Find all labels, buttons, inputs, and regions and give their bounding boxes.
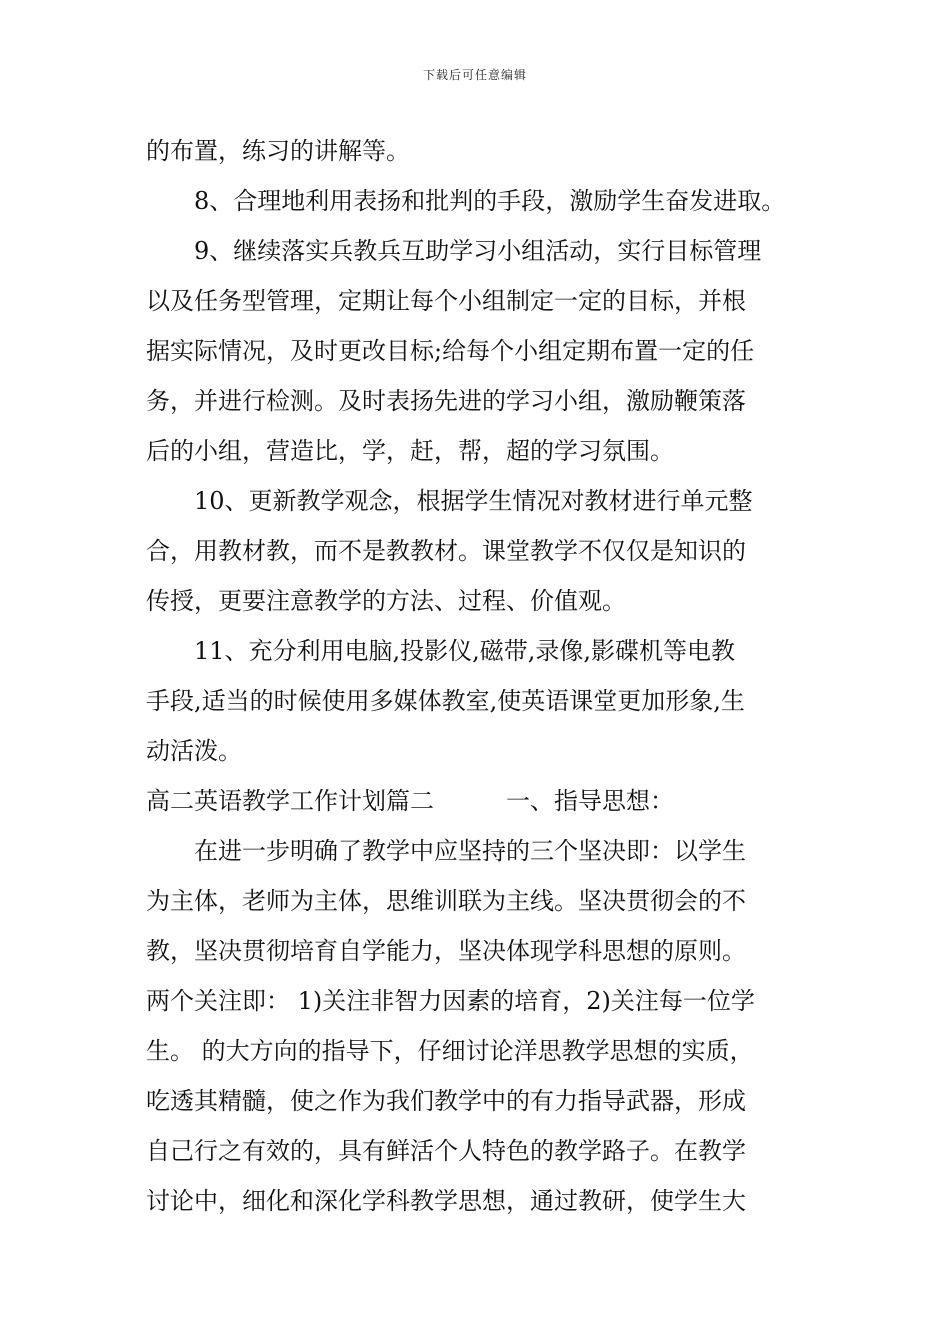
body-line: 为主体，老师为主体，思维训联为主线。坚决贯彻会的不 xyxy=(146,887,746,915)
section-heading: 一、指导思想： xyxy=(506,787,674,815)
body-line: 动活泼。 xyxy=(146,737,242,765)
body-line: 合，用教材教，而不是教教材。课堂教学不仅仅是知识的 xyxy=(146,537,746,565)
body-line: 务，并进行检测。及时表扬先进的学习小组，激励鞭策落 xyxy=(146,387,746,415)
body-line: 8、合理地利用表扬和批判的手段，激励学生奋发进取。 xyxy=(194,187,786,215)
body-line: 两个关注即： 1)关注非智力因素的培育，2)关注每一位学 xyxy=(146,987,755,1015)
page-header-note: 下载后可任意编辑 xyxy=(422,68,527,82)
body-line: 的布置，练习的讲解等。 xyxy=(146,137,410,165)
body-line: 11、充分利用电脑,投影仪,磁带,录像,影碟机等电教 xyxy=(194,637,736,665)
document-body xyxy=(146,126,810,1226)
body-line: 在进一步明确了教学中应坚持的三个坚决即：以学生 xyxy=(194,837,746,865)
body-line: 教，坚决贯彻培育自学能力，坚决体现学科思想的原则。 xyxy=(146,937,746,965)
body-line: 生。 的大方向的指导下，仔细讨论洋思教学思想的实质， xyxy=(146,1037,754,1065)
body-line: 自己行之有效的，具有鲜活个人特色的教学路子。在教学 xyxy=(146,1137,746,1165)
body-line: 传授，更要注意教学的方法、过程、价值观。 xyxy=(146,587,626,615)
body-line: 后的小组，营造比，学，赶，帮，超的学习氛围。 xyxy=(146,437,674,465)
body-line: 讨论中，细化和深化学科教学思想，通过教研，使学生大 xyxy=(146,1187,746,1215)
body-line: 10、更新教学观念，根据学生情况对教材进行单元整 xyxy=(194,487,753,515)
body-line: 9、继续落实兵教兵互助学习小组活动，实行目标管理 xyxy=(194,237,762,265)
body-line: 以及任务型管理，定期让每个小组制定一定的目标，并根 xyxy=(146,287,746,315)
body-line: 吃透其精髓，使之作为我们教学中的有力指导武器，形成 xyxy=(146,1087,746,1115)
section-title: 高二英语教学工作计划篇二 xyxy=(146,787,434,815)
section-title-line xyxy=(146,776,810,826)
body-line: 据实际情况，及时更改目标;给每个小组定期布置一定的任 xyxy=(146,337,755,365)
body-line: 手段,适当的时候使用多媒体教室,使英语课堂更加形象,生 xyxy=(146,687,745,715)
